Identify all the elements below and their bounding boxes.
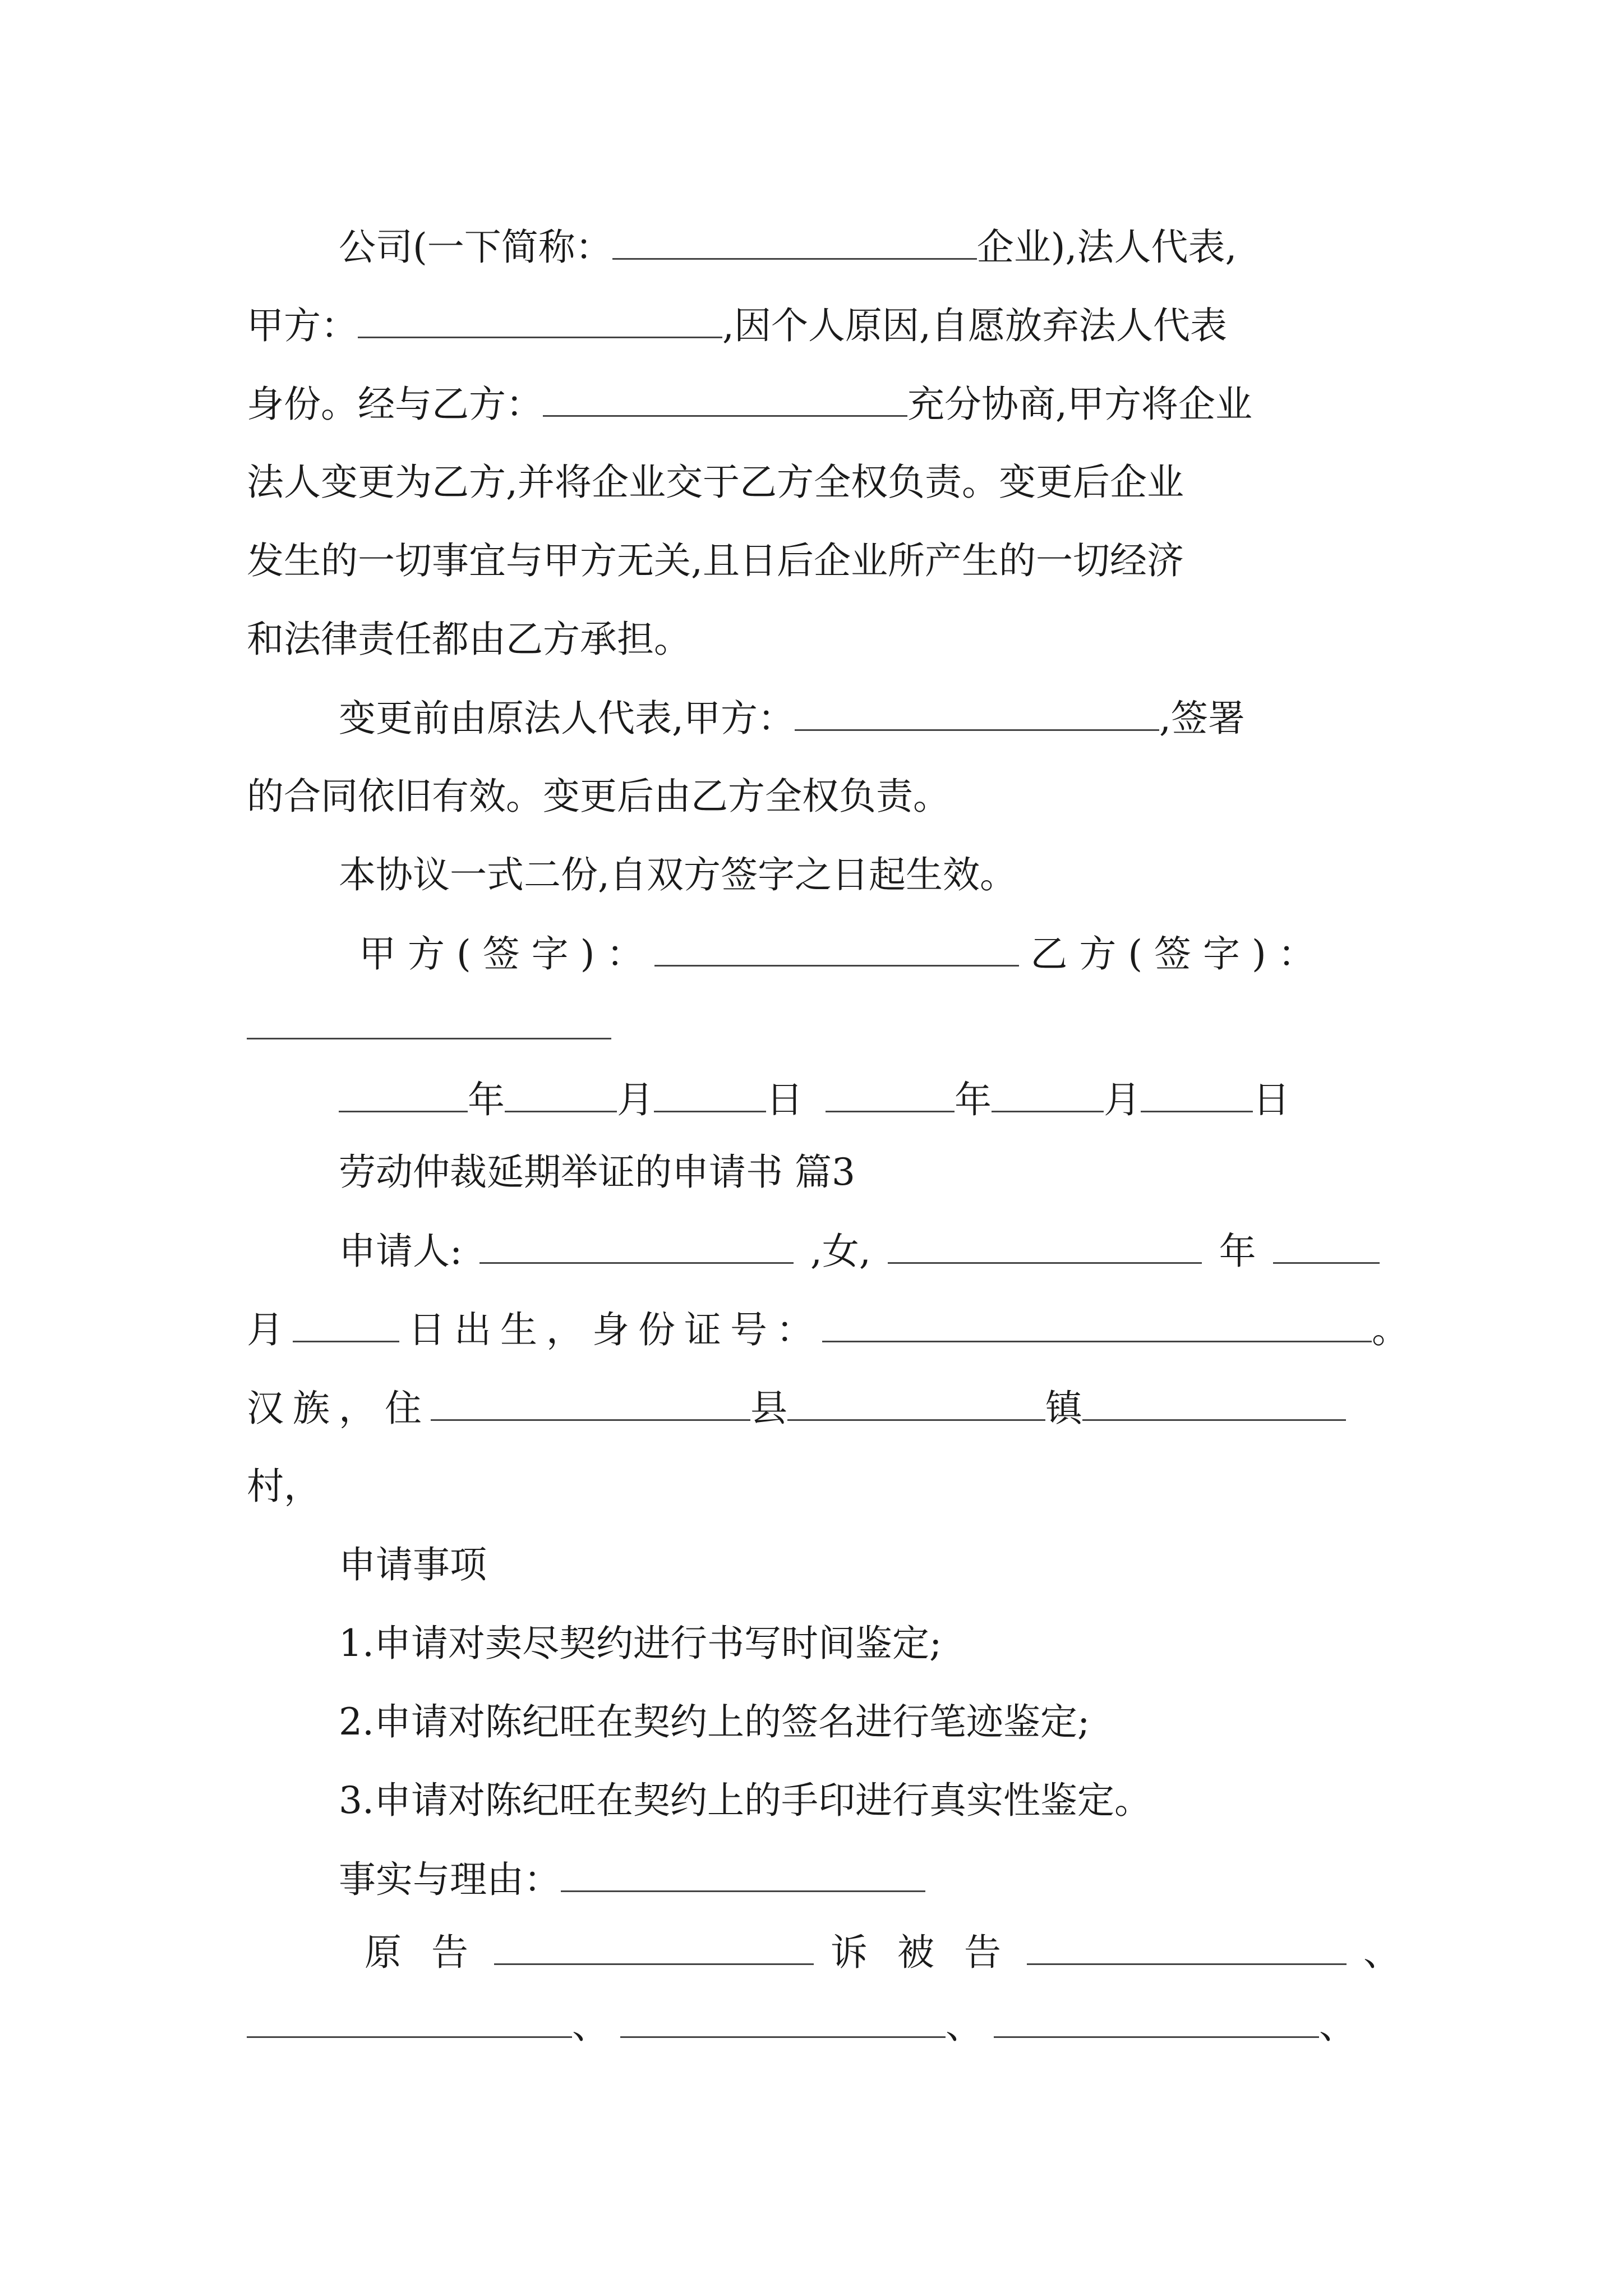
facts-blank[interactable] (561, 1851, 925, 1892)
separator: 、 (1363, 1931, 1400, 1974)
date-a-month: 月 (617, 1078, 654, 1121)
party-b-sign-blank[interactable] (247, 999, 611, 1039)
separator: 、 (946, 2004, 983, 2047)
p1-line-4: 法人变更为乙方,并将企业交于乙方全权负责。变更后企业 (247, 461, 1184, 504)
applicant-month: 月 (247, 1308, 284, 1351)
party-b-sign-line (247, 999, 1380, 1055)
p1-line-1 (339, 219, 1380, 275)
applicant-label: 申请人: (339, 1230, 463, 1273)
applicant-line-2 (247, 1301, 1424, 1358)
defendant-4-blank[interactable] (994, 1997, 1319, 2038)
party-a-sign-label: 甲 方 ( 签 字 ) ： (359, 932, 644, 976)
date-b-month-blank[interactable] (992, 1071, 1104, 1112)
matters-item: 1.申请对卖尽契约进行书写时间鉴定; (339, 1622, 942, 1665)
applicant-addr-label: 汉族，住 (247, 1387, 431, 1430)
p1-l1b: 企业),法人代表, (976, 226, 1237, 269)
date-a-day-blank[interactable] (654, 1071, 766, 1112)
applicant-town: 镇 (1045, 1387, 1082, 1430)
date-b-year: 年 (955, 1078, 992, 1121)
town-blank[interactable] (787, 1380, 1045, 1421)
separator: 、 (572, 2004, 609, 2047)
p1-l2b: ,因个人原因,自愿放弃法人代表 (722, 304, 1227, 347)
applicant-born: 日出生，身份证号： (408, 1308, 822, 1351)
p2-line-1 (339, 690, 1380, 746)
p1-l3a: 身份。经与乙方： (247, 383, 543, 426)
birth-day-blank[interactable] (293, 1301, 399, 1342)
p1-l1a: 公司(一下简称： (339, 226, 612, 269)
p3-line: 本协议一式二份,自双方签字之日起生效。 (339, 853, 1017, 896)
defendant-blank[interactable] (1027, 1924, 1347, 1965)
original-rep-blank[interactable] (795, 690, 1159, 731)
county-blank[interactable] (431, 1380, 750, 1421)
date-a-month-blank[interactable] (505, 1071, 617, 1112)
p1-l3b: 充分协商,甲方将企业 (907, 383, 1252, 426)
date-b-year-blank[interactable] (826, 1071, 955, 1112)
applicant-gender: ,女, (810, 1230, 871, 1273)
p1-line-6: 和法律责任都由乙方承担。 (247, 618, 691, 661)
birth-year-blank[interactable] (888, 1223, 1202, 1264)
facts-line (339, 1851, 1380, 1907)
party-b-sign-label: 乙 方 ( 签 字 ) ： (1030, 932, 1315, 976)
defendant-2-blank[interactable] (247, 1997, 572, 2038)
applicant-county: 县 (750, 1387, 787, 1430)
defendant-label: 诉 被 告 (830, 1931, 1010, 1974)
defendant-3-blank[interactable] (620, 1997, 946, 2038)
date-a-year: 年 (468, 1078, 505, 1121)
p1-line-3 (247, 376, 1380, 432)
matters-item: 3.申请对陈纪旺在契约上的手印进行真实性鉴定。 (339, 1779, 1151, 1822)
date-line (339, 1071, 1380, 1128)
p1-l2a: 甲方： (247, 304, 358, 347)
p2-l1b: ,签署 (1159, 697, 1245, 740)
applicant-name-blank[interactable] (479, 1223, 794, 1264)
p1-line-5: 发生的一切事宜与甲方无关,且日后企业所产生的一切经济 (247, 539, 1184, 582)
matters-item: 2.申请对陈纪旺在契约上的签名进行笔迹鉴定; (339, 1700, 1090, 1743)
applicant-year: 年 (1219, 1230, 1256, 1273)
village-blank[interactable] (1082, 1380, 1346, 1421)
p2-line-2: 的合同依旧有效。变更后由乙方全权负责。 (247, 775, 950, 818)
matters-title: 申请事项 (339, 1543, 487, 1586)
applicant-period: 。 (1372, 1308, 1409, 1351)
party-a-sign-blank[interactable] (654, 926, 1019, 967)
signature-line (359, 926, 1380, 982)
separator: 、 (1319, 2004, 1356, 2047)
id-number-blank[interactable] (822, 1301, 1372, 1342)
p1-line-2 (247, 297, 1380, 353)
birth-month-lead-blank[interactable] (1273, 1223, 1380, 1264)
applicant-line-1 (339, 1223, 1380, 1279)
p2-l1a: 变更前由原法人代表,甲方： (339, 697, 795, 740)
party-a-blank[interactable] (358, 297, 722, 338)
date-b-day-blank[interactable] (1141, 1071, 1253, 1112)
date-b-month: 月 (1104, 1078, 1141, 1121)
facts-label: 事实与理由： (339, 1858, 561, 1901)
defendants-line (247, 1997, 1380, 2053)
party-b-blank[interactable] (543, 376, 907, 417)
company-blank[interactable] (612, 219, 977, 260)
date-a-year-blank[interactable] (339, 1071, 468, 1112)
date-b-day: 日 (1253, 1078, 1290, 1121)
applicant-line-4: 村， (247, 1465, 321, 1508)
section-title: 劳动仲裁延期举证的申请书 篇3 (339, 1151, 855, 1194)
plaintiff-blank[interactable] (494, 1924, 814, 1965)
plaintiff-label: 原 告 (365, 1931, 477, 1974)
applicant-line-3 (247, 1380, 1380, 1436)
parties-line (365, 1924, 1400, 1980)
date-a-day: 日 (766, 1078, 803, 1121)
